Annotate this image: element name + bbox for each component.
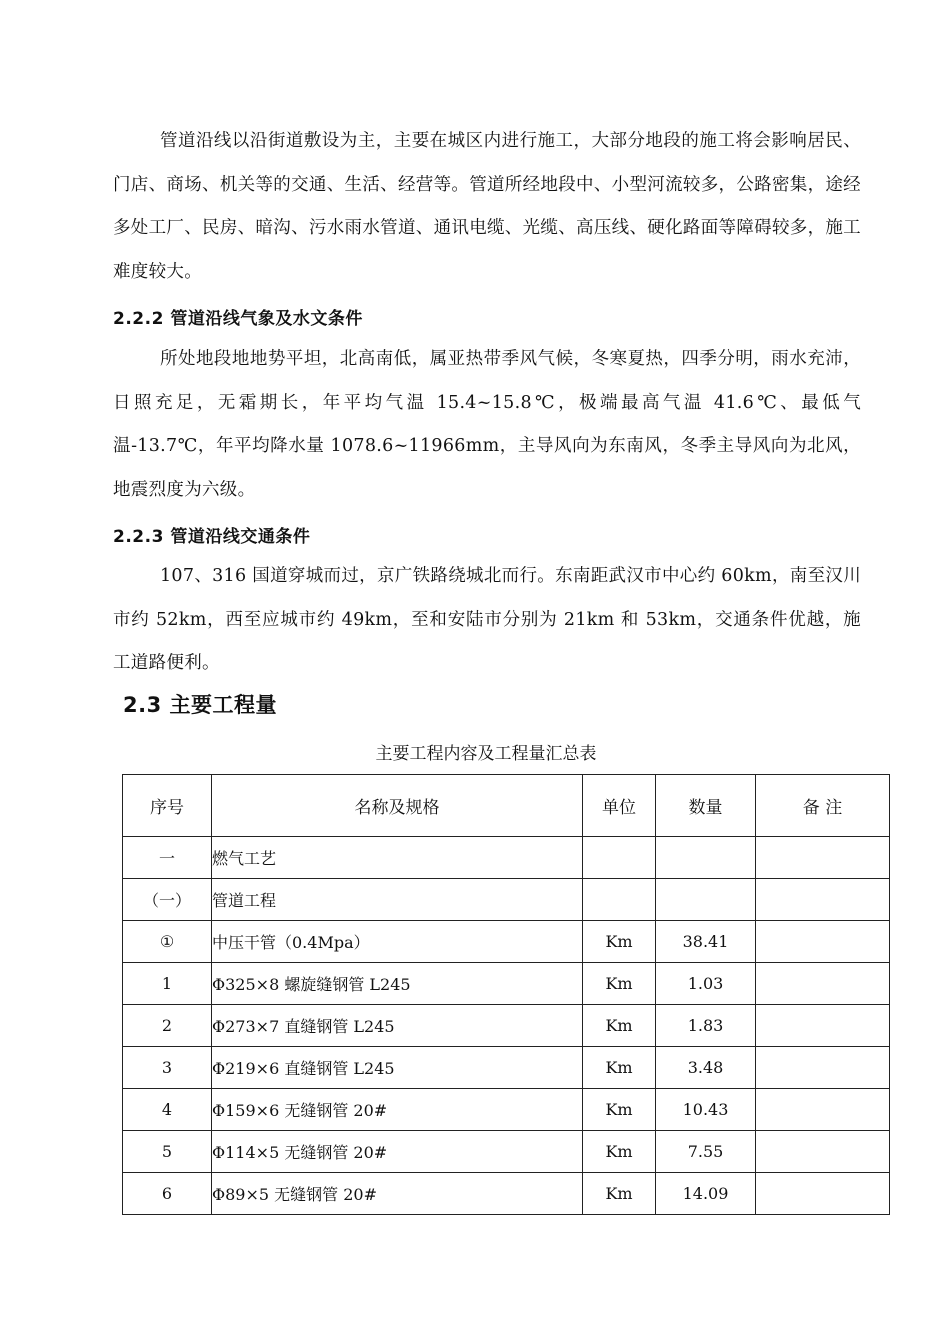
cell-quantity: 10.43 bbox=[656, 1089, 756, 1131]
cell-quantity: 1.03 bbox=[656, 963, 756, 1005]
cell-quantity bbox=[656, 837, 756, 879]
cell-remarks bbox=[756, 921, 890, 963]
heading-2-2-3: 2.2.3 管道沿线交通条件 bbox=[113, 527, 311, 547]
summary-table bbox=[122, 774, 890, 1215]
cell-index: 3 bbox=[123, 1047, 212, 1089]
table-row bbox=[123, 1089, 890, 1131]
table-row bbox=[123, 879, 890, 921]
cell-unit bbox=[583, 879, 656, 921]
header-unit: 单位 bbox=[583, 775, 656, 837]
cell-name: Φ273×7 直缝钢管 L245 bbox=[212, 1005, 583, 1047]
table-row bbox=[123, 921, 890, 963]
paragraph-traffic-conditions: 107、316 国道穿城而过，京广铁路绕城北而行。东南距武汉市中心约 60km，南至汉川市约 52km，西至应城市约 49km，至和安陆市分别为 21km 和 53km，交通条件优越，施工道路便利。 bbox=[113, 566, 861, 673]
table-row bbox=[123, 1173, 890, 1215]
cell-name: Φ325×8 螺旋缝钢管 L245 bbox=[212, 963, 583, 1005]
table-row bbox=[123, 837, 890, 879]
cell-index: 一 bbox=[123, 837, 212, 879]
cell-unit: Km bbox=[583, 1089, 656, 1131]
cell-remarks bbox=[756, 837, 890, 879]
cell-quantity bbox=[656, 879, 756, 921]
cell-name: Φ159×6 无缝钢管 20# bbox=[212, 1089, 583, 1131]
table-row bbox=[123, 1131, 890, 1173]
header-name-spec: 名称及规格 bbox=[212, 775, 583, 837]
cell-quantity: 38.41 bbox=[656, 921, 756, 963]
table-row bbox=[123, 1047, 890, 1089]
heading-2-3: 2.3 主要工程量 bbox=[123, 693, 278, 717]
cell-remarks bbox=[756, 879, 890, 921]
cell-index: 1 bbox=[123, 963, 212, 1005]
cell-unit: Km bbox=[583, 1005, 656, 1047]
cell-index: 6 bbox=[123, 1173, 212, 1215]
cell-remarks bbox=[756, 1173, 890, 1215]
table-caption: 主要工程内容及工程量汇总表 bbox=[375, 744, 597, 764]
cell-quantity: 7.55 bbox=[656, 1131, 756, 1173]
cell-remarks bbox=[756, 963, 890, 1005]
table-header-row bbox=[123, 775, 890, 837]
cell-quantity: 14.09 bbox=[656, 1173, 756, 1215]
cell-name: 管道工程 bbox=[212, 879, 583, 921]
cell-quantity: 1.83 bbox=[656, 1005, 756, 1047]
cell-remarks bbox=[756, 1047, 890, 1089]
cell-index: （一） bbox=[123, 879, 212, 921]
table-row bbox=[123, 963, 890, 1005]
cell-name: Φ89×5 无缝钢管 20# bbox=[212, 1173, 583, 1215]
cell-name: 燃气工艺 bbox=[212, 837, 583, 879]
header-remarks: 备 注 bbox=[756, 775, 890, 837]
header-index: 序号 bbox=[123, 775, 212, 837]
paragraph-construction-conditions: 管道沿线以沿街道敷设为主，主要在城区内进行施工，大部分地段的施工将会影响居民、门店、商场、机关等的交通、生活、经营等。管道所经地段中、小型河流较多，公路密集，途经多处工厂、民房、暗沟、污水雨水管道、通讯电缆、光缆、高压线、硬化路面等障碍较多，施工难度较大。 bbox=[113, 131, 861, 282]
cell-index: 5 bbox=[123, 1131, 212, 1173]
cell-unit: Km bbox=[583, 921, 656, 963]
cell-name: 中压干管（0.4Mpa） bbox=[212, 921, 583, 963]
cell-index: ① bbox=[123, 921, 212, 963]
table-row bbox=[123, 1005, 890, 1047]
cell-name: Φ114×5 无缝钢管 20# bbox=[212, 1131, 583, 1173]
cell-unit: Km bbox=[583, 1131, 656, 1173]
cell-remarks bbox=[756, 1131, 890, 1173]
header-quantity: 数量 bbox=[656, 775, 756, 837]
cell-remarks bbox=[756, 1005, 890, 1047]
paragraph-climate-hydrology: 所处地段地地势平坦，北高南低，属亚热带季风气候，冬寒夏热，四季分明，雨水充沛，日照充足，无霜期长，年平均气温 15.4~15.8℃，极端最高气温 41.6℃、最低气温-13.7℃，年平均降水量 1078.6~11966mm，主导风向为东南风，冬季主导风向为北风，地震烈度为六级。 bbox=[113, 349, 861, 500]
cell-index: 4 bbox=[123, 1089, 212, 1131]
cell-unit: Km bbox=[583, 1173, 656, 1215]
cell-unit bbox=[583, 837, 656, 879]
cell-unit: Km bbox=[583, 963, 656, 1005]
heading-2-2-2: 2.2.2 管道沿线气象及水文条件 bbox=[113, 309, 363, 329]
cell-quantity: 3.48 bbox=[656, 1047, 756, 1089]
cell-index: 2 bbox=[123, 1005, 212, 1047]
cell-name: Φ219×6 直缝钢管 L245 bbox=[212, 1047, 583, 1089]
cell-remarks bbox=[756, 1089, 890, 1131]
cell-unit: Km bbox=[583, 1047, 656, 1089]
